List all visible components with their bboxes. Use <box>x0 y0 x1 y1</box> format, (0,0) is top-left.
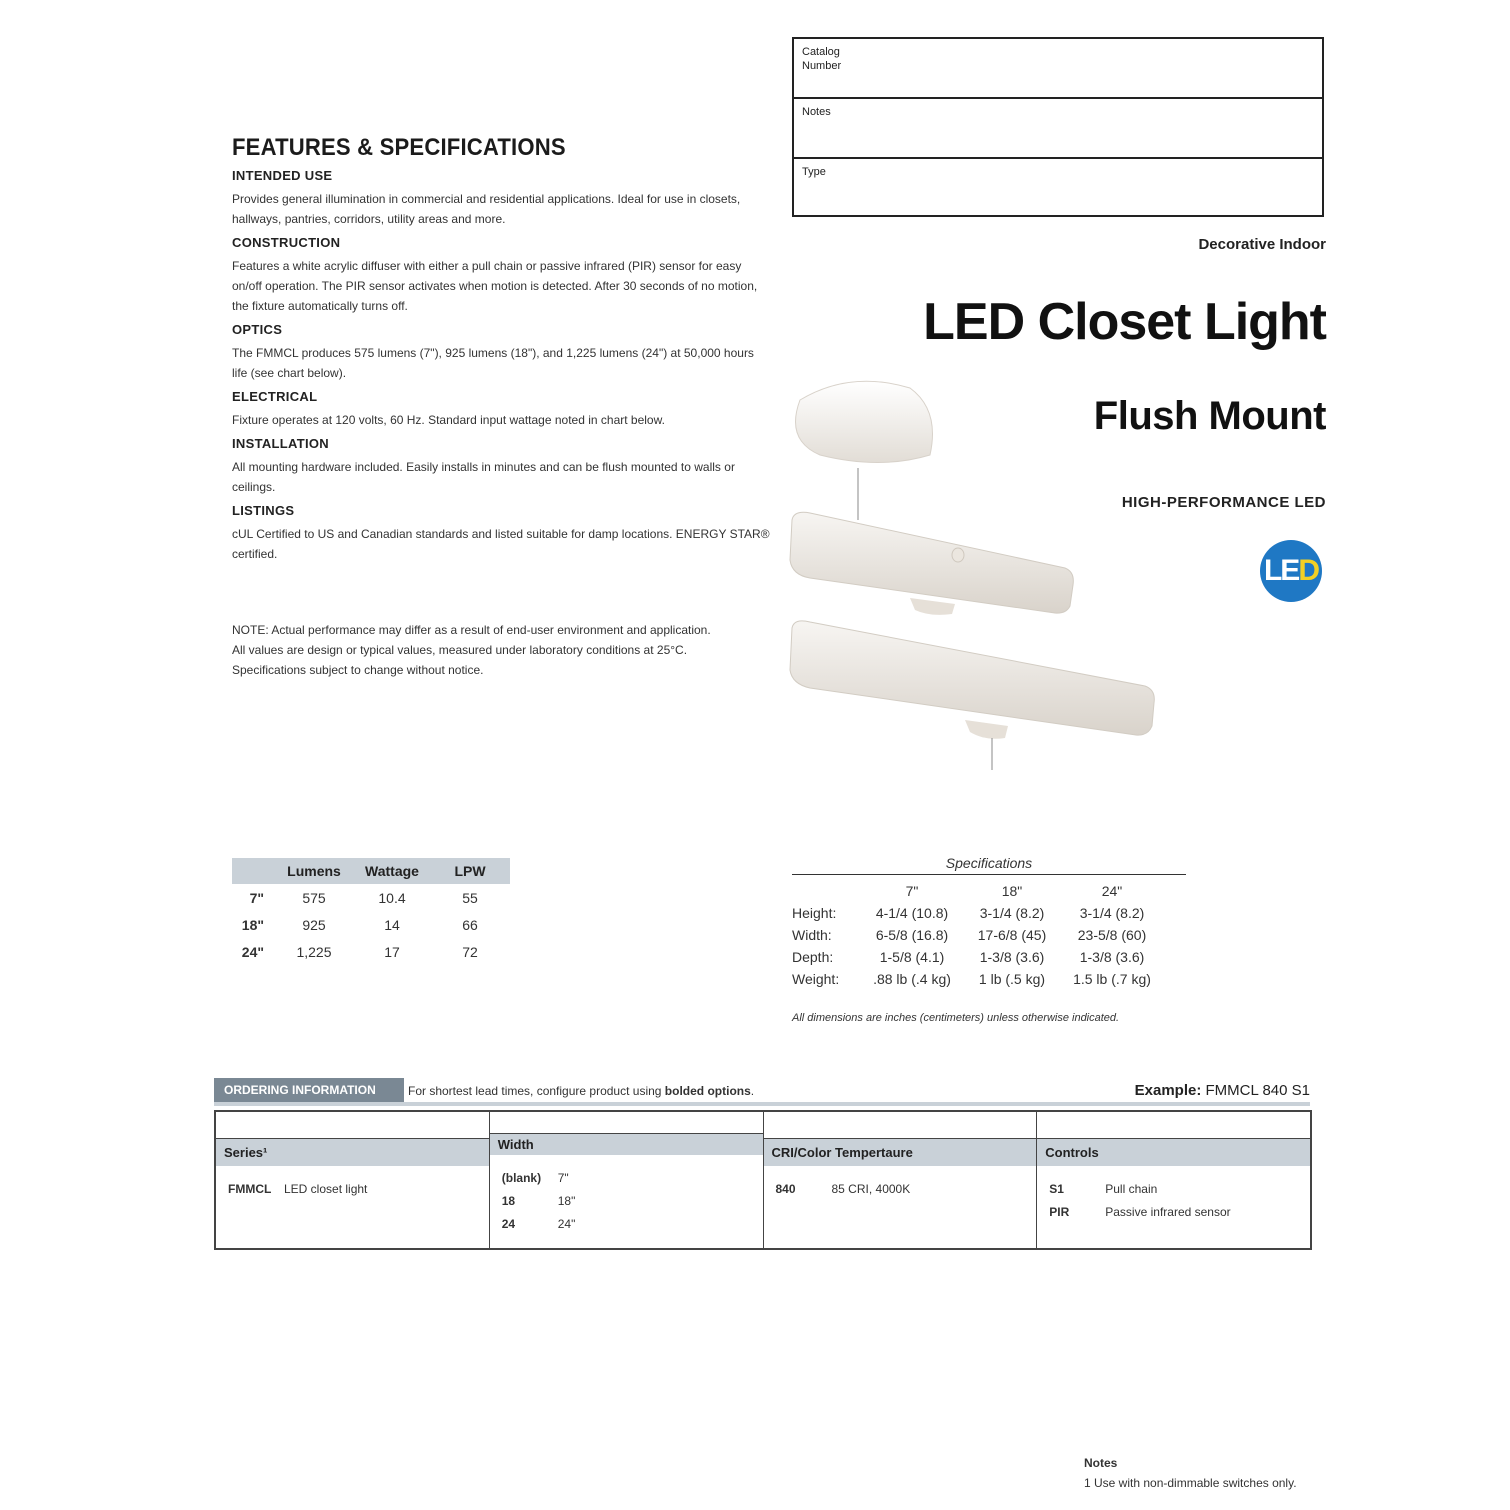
order-column-title: Width <box>490 1134 763 1155</box>
notes-section <box>1084 1456 1297 1490</box>
note-line: NOTE: Actual performance may differ as a result of end-user environment and application. <box>232 623 711 637</box>
ordering-divider <box>214 1102 1310 1106</box>
order-option <box>1049 1178 1298 1201</box>
example-value: FMMCL 840 S1 <box>1205 1082 1310 1099</box>
option-desc: 18" <box>557 1194 576 1208</box>
performance-table <box>232 858 510 965</box>
features-section <box>232 134 772 566</box>
note-item: 1 Use with non-dimmable switches only. <box>1084 1476 1297 1490</box>
spec-value: 1 lb (.5 kg) <box>978 971 1046 987</box>
spec-value: 1-3/8 (3.6) <box>979 949 1045 965</box>
option-code: (blank) <box>501 1171 542 1185</box>
table-row <box>232 884 510 911</box>
order-column-spacer <box>764 1112 1037 1139</box>
performance-label: HIGH-PERFORMANCE LED <box>1121 494 1326 511</box>
ordering-desc-prefix: For shortest lead times, configure product using <box>408 1084 665 1098</box>
type-label: Type <box>802 166 826 178</box>
table-header-wattage: Wattage <box>354 858 430 884</box>
table-header-lpw: LPW <box>430 858 510 884</box>
table-row <box>792 968 1162 990</box>
spec-value: 17-6/8 (45) <box>977 927 1047 943</box>
spec-header-7: 7" <box>905 883 919 899</box>
category-label: Decorative Indoor <box>1198 236 1326 253</box>
table-header-row <box>792 880 1162 902</box>
table-row <box>792 924 1162 946</box>
note-line: Specifications subject to change without notice. <box>232 663 484 677</box>
note-line: All values are design or typical values, measured under laboratory conditions at 25°C. <box>232 643 688 657</box>
feature-construction <box>232 235 772 316</box>
table-row <box>232 911 510 938</box>
feature-electrical <box>232 389 772 430</box>
table-row <box>792 946 1162 968</box>
spec-value: .88 lb (.4 kg) <box>873 971 951 987</box>
led-badge-d: D <box>1298 554 1318 587</box>
table-header-blank <box>232 858 274 884</box>
feature-intended-use <box>232 168 772 229</box>
linear-fixture-24 <box>790 621 1154 770</box>
specifications-caption: Specifications <box>945 855 1033 871</box>
led-badge-le: LE <box>1263 554 1299 587</box>
spec-header-18: 18" <box>1001 883 1023 899</box>
table-header-row <box>232 858 510 884</box>
option-code: 840 <box>775 1182 796 1196</box>
feature-optics <box>232 322 772 383</box>
catalog-box <box>792 37 1324 217</box>
option-desc: Passive infrared sensor <box>1105 1205 1231 1219</box>
ordering-desc-bold: bolded options <box>664 1084 751 1098</box>
order-column-body <box>1037 1166 1310 1236</box>
table-header-lumens: Lumens <box>274 858 354 884</box>
notes-title: Notes <box>1084 1456 1118 1470</box>
order-column-width <box>490 1112 764 1248</box>
table-row <box>232 938 510 965</box>
spec-label: Weight: <box>792 971 840 987</box>
ordering-description <box>408 1084 754 1098</box>
spec-label: Width: <box>792 927 832 943</box>
section-body: cUL Certified to US and Canadian standards and listed suitable for damp locations. ENERGY STAR® certified. <box>232 527 770 561</box>
row-wattage: 10.4 <box>378 889 406 906</box>
section-title: ELECTRICAL <box>232 389 318 404</box>
row-lumens: 925 <box>302 916 326 933</box>
spec-value: 1.5 lb (.7 kg) <box>1073 971 1151 987</box>
option-desc: 7" <box>557 1171 569 1185</box>
notes-label: Notes <box>802 106 831 118</box>
order-option <box>502 1190 751 1213</box>
order-option <box>502 1167 751 1190</box>
spec-value: 4-1/4 (10.8) <box>875 905 949 921</box>
row-wattage: 17 <box>384 943 400 960</box>
section-body: Provides general illumination in commercial and residential applications. Ideal for use in closets, hallways, pantries, corridors, utility areas and more. <box>232 192 741 226</box>
section-title: INSTALLATION <box>232 436 329 451</box>
round-fixture <box>796 381 933 520</box>
option-code: 18 <box>501 1194 516 1208</box>
spec-value: 1-3/8 (3.6) <box>1079 949 1145 965</box>
section-body: All mounting hardware included. Easily installs in minutes and can be flush mounted to walls or ceilings. <box>232 460 735 494</box>
product-subtitle: Flush Mount <box>1093 394 1326 438</box>
section-title: LISTINGS <box>232 503 295 518</box>
feature-listings <box>232 503 772 564</box>
table-row <box>792 902 1162 924</box>
order-column-spacer <box>216 1112 489 1139</box>
order-column-controls <box>1037 1112 1310 1248</box>
spec-label: Height: <box>792 905 837 921</box>
order-option <box>1049 1201 1298 1224</box>
order-column-spacer <box>490 1112 763 1134</box>
ordering-tab: ORDERING INFORMATION <box>214 1078 404 1102</box>
spec-header-24: 24" <box>1101 883 1123 899</box>
order-column-title: CRI/Color Tempertaure <box>764 1139 1037 1166</box>
option-desc: Pull chain <box>1105 1182 1158 1196</box>
row-lumens: 575 <box>302 889 326 906</box>
option-desc: 24" <box>557 1217 576 1231</box>
row-size: 24" <box>241 943 264 960</box>
spec-value: 1-5/8 (4.1) <box>879 949 945 965</box>
specifications-divider <box>792 874 1186 875</box>
spec-label: Depth: <box>792 949 834 965</box>
option-code: PIR <box>1049 1205 1070 1219</box>
section-title: CONSTRUCTION <box>232 235 341 250</box>
product-image <box>780 370 1180 790</box>
order-column-body <box>764 1166 1037 1213</box>
order-column-title: Series¹ <box>216 1139 489 1166</box>
example-label: Example: <box>1134 1082 1202 1099</box>
row-size: 18" <box>241 916 264 933</box>
catalog-number-field[interactable] <box>794 39 1322 99</box>
product-title: LED Closet Light <box>923 293 1326 351</box>
specifications-footnote: All dimensions are inches (centimeters) unless otherwise indicated. <box>792 1012 1120 1024</box>
type-field[interactable] <box>794 159 1322 219</box>
order-column-title: Controls <box>1037 1139 1310 1166</box>
spec-header-blank <box>792 880 862 902</box>
section-body: Fixture operates at 120 volts, 60 Hz. Standard input wattage noted in chart below. <box>232 413 665 427</box>
option-desc: 85 CRI, 4000K <box>831 1182 911 1196</box>
spec-value: 23-5/8 (60) <box>1077 927 1147 943</box>
notes-field[interactable] <box>794 99 1322 159</box>
performance-note <box>232 620 772 680</box>
row-lpw: 72 <box>462 943 478 960</box>
row-lpw: 66 <box>462 916 478 933</box>
ordering-example <box>1135 1082 1310 1099</box>
order-column-cri <box>764 1112 1038 1248</box>
order-option <box>502 1213 751 1236</box>
order-column-spacer <box>1037 1112 1310 1139</box>
section-body: Features a white acrylic diffuser with either a pull chain or passive infrared (PIR) sensor for easy on/off operation. The PIR sensor activates when motion is detected. After 30 seconds of no motion, the fixture automatically turns off. <box>232 259 758 313</box>
order-column-series <box>216 1112 490 1248</box>
features-title: FEATURES & SPECIFICATIONS <box>232 134 566 161</box>
led-badge-icon <box>1260 540 1322 602</box>
order-column-body <box>490 1155 763 1248</box>
feature-installation <box>232 436 772 497</box>
row-size: 7" <box>249 889 264 906</box>
spec-value: 3-1/4 (8.2) <box>979 905 1045 921</box>
section-body: The FMMCL produces 575 lumens (7"), 925 lumens (18"), and 1,225 lumens (24") at 50,000 hours life (see chart below). <box>232 346 754 380</box>
ordering-table <box>214 1110 1312 1250</box>
spec-value: 3-1/4 (8.2) <box>1079 905 1145 921</box>
spec-value: 6-5/8 (16.8) <box>875 927 949 943</box>
option-desc: LED closet light <box>284 1182 368 1196</box>
option-code: FMMCL <box>228 1182 272 1196</box>
catalog-number-label: Catalog Number <box>802 46 842 72</box>
linear-fixture-18 <box>790 512 1073 615</box>
order-option <box>776 1178 1025 1201</box>
row-wattage: 14 <box>384 916 400 933</box>
specifications-table <box>792 880 1162 990</box>
order-column-body <box>216 1166 489 1213</box>
section-title: INTENDED USE <box>232 168 333 183</box>
row-lumens: 1,225 <box>296 943 332 960</box>
section-title: OPTICS <box>232 322 283 337</box>
order-option <box>228 1178 477 1201</box>
option-code: 24 <box>501 1217 516 1231</box>
ordering-desc-suffix: . <box>750 1084 755 1098</box>
option-code: S1 <box>1049 1182 1064 1196</box>
row-lpw: 55 <box>462 889 478 906</box>
